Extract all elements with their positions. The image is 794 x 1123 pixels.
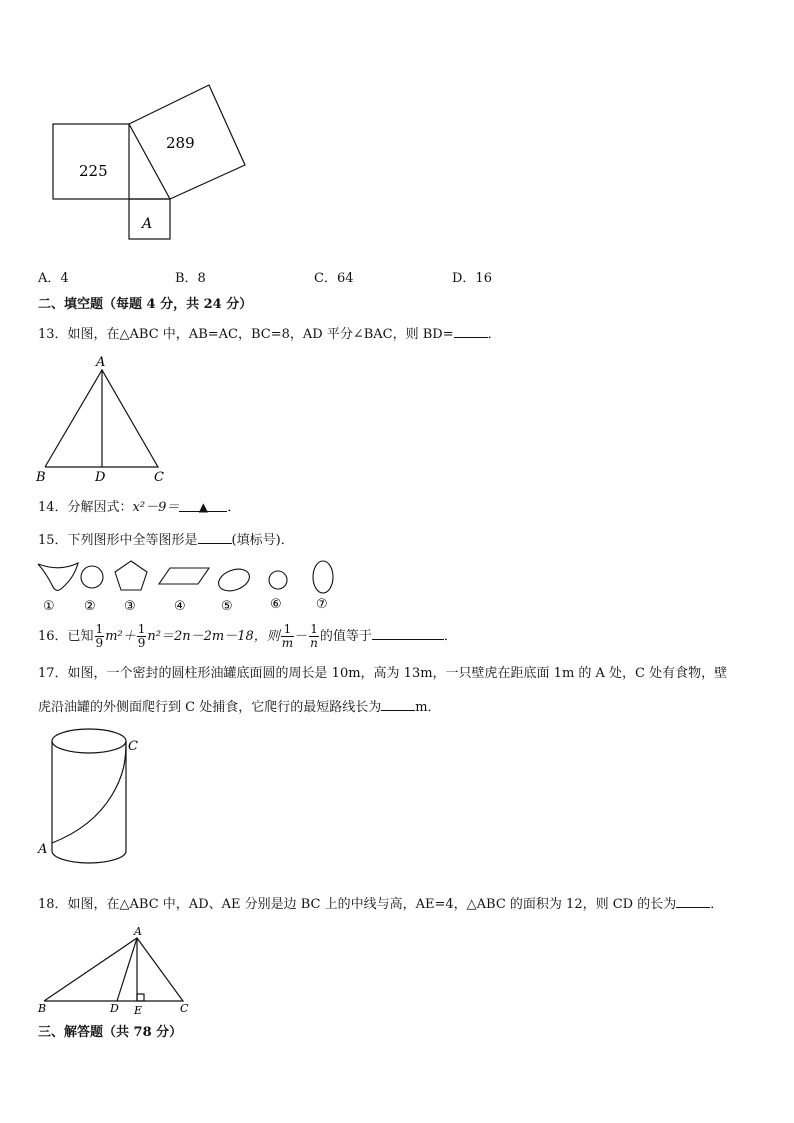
question-16-text: 16．已知 [38, 629, 94, 644]
section-title-solutions: 三、解答题（共 78 分） [38, 1025, 183, 1040]
vertex-C-18: C [180, 1002, 189, 1015]
point-C: C [128, 739, 138, 754]
shape-label-4: ④ [174, 599, 186, 614]
shape-label-5: ⑤ [221, 599, 233, 614]
question-18-end: ． [710, 897, 724, 912]
point-A: A [38, 842, 48, 857]
vertex-E-18: E [134, 1004, 143, 1017]
label-A: A [142, 216, 153, 232]
question-17-line-1: 17．如图，一个密封的圆柱形油罐底面圆的周长是 10m，高为 13m，一只壁虎在距底面 1m 的 A 处，C 处有食物，壁 [38, 666, 728, 681]
fraction-1-n: $\frac{1}{n}$ [310, 622, 318, 650]
option-d: D．16 [452, 271, 492, 286]
shape-label-1: ① [43, 599, 55, 614]
vertex-B: B [36, 470, 46, 485]
vertex-A: A [96, 355, 106, 370]
question-18-text: 18．如图，在△ABC 中，AD、AE 分别是边 BC 上的中线与高，AE=4，△ABC 的面积为 12，则 CD 的长为 [38, 897, 677, 912]
term-m2: m²＋ [105, 629, 136, 644]
shape-label-3: ③ [124, 599, 136, 614]
question-16-suffix: 的值等于 [319, 629, 372, 644]
label-225: 225 [79, 162, 108, 180]
option-b: B．8 [175, 271, 206, 286]
question-15-text: 15．下列图形中全等图形是 [38, 533, 198, 548]
vertex-A-18: A [134, 925, 142, 938]
question-17-end: m． [415, 700, 441, 715]
question-16-end: ． [443, 629, 457, 644]
question-13-end: ． [487, 327, 501, 342]
minus-sign: － [295, 629, 309, 644]
equation-rest: n²＝2n－2m－18，则 [147, 629, 280, 644]
fraction-1-m: $\frac{1}{m}$ [281, 622, 294, 650]
option-a: A．4 [38, 271, 69, 286]
shape-label-6: ⑥ [270, 597, 282, 612]
question-15-end: (填标号)． [231, 533, 294, 548]
question-14-text: 14．分解因式： [38, 500, 133, 515]
vertex-B-18: B [38, 1002, 47, 1015]
vertex-D-18: D [110, 1002, 119, 1015]
vertex-D: D [95, 470, 106, 485]
shape-label-7: ⑦ [316, 597, 328, 612]
section-title-fill-in: 二、填空题（每题 4 分，共 24 分） [38, 297, 253, 312]
question-14-end: ． [227, 500, 241, 515]
question-14-expression: x²－9＝ [132, 500, 180, 515]
question-13-text: 13．如图，在△ABC 中，AB=AC，BC=8，AD 平分∠BAC，则 BD= [38, 327, 454, 342]
shape-label-2: ② [84, 599, 96, 614]
vertex-C: C [154, 470, 164, 485]
option-c: C．64 [314, 271, 354, 286]
triangle-mark: ▲ [198, 500, 208, 514]
fraction-1-9-a: $\frac{1}{9}$ [95, 622, 104, 650]
question-17-text: 虎沿油罐的外侧面爬行到 C 处捕食，它爬行的最短路线长为 [38, 700, 382, 715]
fraction-1-9-b: $\frac{1}{9}$ [137, 622, 146, 650]
label-289: 289 [166, 134, 195, 152]
